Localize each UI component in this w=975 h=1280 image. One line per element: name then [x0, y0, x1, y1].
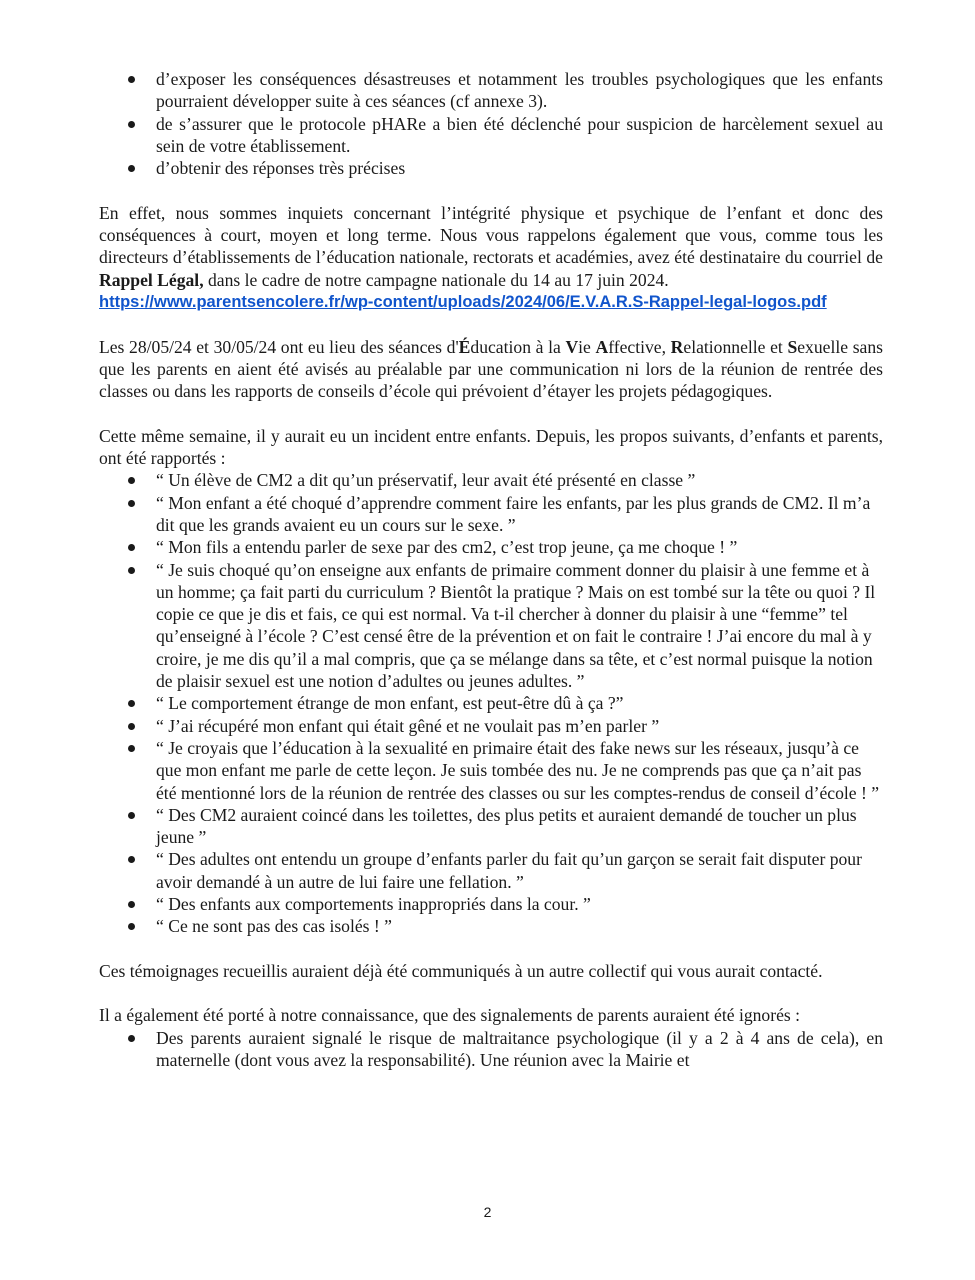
list-item	[99, 68, 883, 113]
paragraph-incident: Cette même semaine, il y aurait eu un incident entre enfants. Depuis, les propos suivants, d’enfants et parents, ont été rapportés :	[99, 425, 883, 469]
bold-text: Rappel Légal,	[99, 269, 204, 290]
bold-letter: É	[458, 336, 471, 357]
bullet-icon	[128, 567, 135, 574]
quote-text: “ Des CM2 auraient coincé dans les toilettes, des plus petits et auraient demandé de toucher un plus jeune ”	[156, 804, 857, 848]
bullet-icon	[128, 723, 135, 730]
list-item	[99, 113, 883, 158]
bold-letter: S	[787, 336, 798, 357]
bullet-list-top	[99, 68, 883, 179]
bullet-icon	[128, 745, 135, 752]
bullet-list-bottom	[99, 1027, 883, 1072]
paragraph-text: ducation à la	[470, 336, 566, 357]
quote-text: “ Des enfants aux comportements inappropriés dans la cour. ”	[156, 893, 591, 914]
paragraph-text: dans le cadre de notre campagne nationale du 14 au 17 juin 2024.	[203, 269, 669, 290]
bullet-icon	[128, 923, 135, 930]
quote-text: “ Je suis choqué qu’on enseigne aux enfants de primaire comment donner du plaisir à une femme et à un homme; ça fait parti du curriculum ? Bientôt la pratique ? Mais on est tombé sur la tête ou quoi ? Il copie ce que je dis et fais, ce qui est normal. Va t-il chercher à donner du plaisir à une “femme” tel qu’enseigné à l’école ? C’est censé être de la prévention et on fait le contraire ! J’ai encore du mal à y croire, je me dis qu’il a mal compris, que ça se mélange dans sa tête, et c’est normal puisque la notion de plaisir sexuel est une notion d’adultes ou jeunes adultes. ”	[156, 559, 876, 692]
quote-item	[99, 915, 883, 937]
paragraph-text: elationnelle et	[683, 336, 788, 357]
bullet-icon	[128, 76, 135, 83]
bullet-icon	[128, 856, 135, 863]
bold-letter: R	[670, 336, 684, 357]
list-item-text: Des parents auraient signalé le risque de maltraitance psychologique (il y a 2 à 4 ans de cela), en maternelle (dont vous avez la responsabilité). Une réunion avec la Mairie et	[156, 1027, 883, 1071]
paragraph-concerns	[99, 202, 883, 291]
quote-item	[99, 536, 883, 558]
quote-text: “ Le comportement étrange de mon enfant, est peut-être dû à ça ?”	[156, 693, 624, 714]
quote-item	[99, 469, 883, 491]
paragraph-testimonies: Ces témoignages recueillis auraient déjà été communiqués à un autre collectif qui vous aurait contacté.	[99, 960, 823, 981]
bullet-icon	[128, 121, 135, 128]
bullet-icon	[128, 700, 135, 707]
bullet-icon	[128, 477, 135, 484]
quote-item	[99, 559, 883, 693]
quote-item	[99, 715, 883, 737]
paragraph-reports: Il a également été porté à notre connaissance, que des signalements de parents auraient été ignorés :	[99, 1005, 801, 1026]
quotes-list	[99, 469, 883, 937]
quote-text: “ J’ai récupéré mon enfant qui était gêné et ne voulait pas m’en parler ”	[156, 715, 660, 736]
quote-text: “ Mon fils a entendu parler de sexe par des cm2, c’est trop jeune, ça me choque ! ”	[156, 537, 738, 558]
quote-item	[99, 893, 883, 915]
paragraph-text: ffective,	[608, 336, 671, 357]
quote-item	[99, 692, 883, 714]
paragraph-text: exuelle sans que les parents en aient été avisés au préalable par une communication ni lors de la réunion de rentrée des classes ou dans les rapports de conseils d’école qui prévoient d’étayer les projets pédagogiques.	[99, 336, 883, 402]
paragraph-text: Les 28/05/24 et 30/05/24 ont eu lieu des séances d'	[99, 336, 459, 357]
bullet-icon	[128, 500, 135, 507]
quote-item	[99, 804, 883, 849]
page-number: 2	[483, 1204, 492, 1220]
bold-letter: V	[565, 336, 579, 357]
bullet-icon	[128, 812, 135, 819]
list-item-text: d’obtenir des réponses très précises	[156, 158, 406, 179]
quote-text: “ Ce ne sont pas des cas isolés ! ”	[156, 916, 392, 937]
paragraph-text: En effet, nous sommes inquiets concernant l’intégrité physique et psychique de l’enfant et donc des conséquences à court, moyen et long terme. Nous vous rappelons également que vous, comme tous les directeurs d’établissements de l’éducation nationale, rectorats et académies, avez été destinataire du courriel de	[99, 202, 883, 268]
list-item	[99, 157, 883, 179]
rappel-legal-link[interactable]: https://www.parentsencolere.fr/wp-content/uploads/2024/06/E.V.A.R.S-Rappel-legal-logos.pdf	[99, 292, 827, 311]
bullet-icon	[128, 544, 135, 551]
quote-text: “ Des adultes ont entendu un groupe d’enfants parler du fait qu’un garçon se serait fait disputer pour avoir demandé à un autre de lui faire une fellation. ”	[156, 849, 862, 892]
paragraph-sessions	[99, 336, 883, 403]
bullet-icon	[128, 1035, 135, 1042]
document-page	[99, 68, 883, 1071]
bullet-icon	[128, 901, 135, 908]
quote-item	[99, 848, 883, 893]
paragraph-text: ie	[578, 336, 596, 357]
quote-text: “ Je croyais que l’éducation à la sexualité en primaire était des fake news sur les réseaux, jusqu’à ce que mon enfant me parle de cette leçon. Je suis tombée des nu. Je ne comprends pas que ça n’ait pas été mentionné lors de la réunion de rentrée des classes ou sur les comptes-rendus de conseil d’école ! ”	[156, 737, 880, 803]
list-item	[99, 1027, 883, 1072]
quote-text: “ Un élève de CM2 a dit qu’un préservatif, leur avait été présenté en classe ”	[156, 470, 696, 491]
list-item-text: d’exposer les conséquences désastreuses et notamment les troubles psychologiques que les enfants pourraient développer suite à ces séances (cf annexe 3).	[156, 69, 883, 112]
quote-item	[99, 492, 883, 537]
quote-item	[99, 737, 883, 804]
bullet-icon	[128, 165, 135, 172]
bold-letter: A	[595, 336, 609, 357]
list-item-text: de s’assurer que le protocole pHARe a bien été déclenché pour suspicion de harcèlement sexuel au sein de votre établissement.	[156, 113, 883, 156]
quote-text: “ Mon enfant a été choqué d’apprendre comment faire les enfants, par les plus grands de CM2. Il m’a dit que les grands avaient eu un cours sur le sexe. ”	[156, 492, 871, 535]
